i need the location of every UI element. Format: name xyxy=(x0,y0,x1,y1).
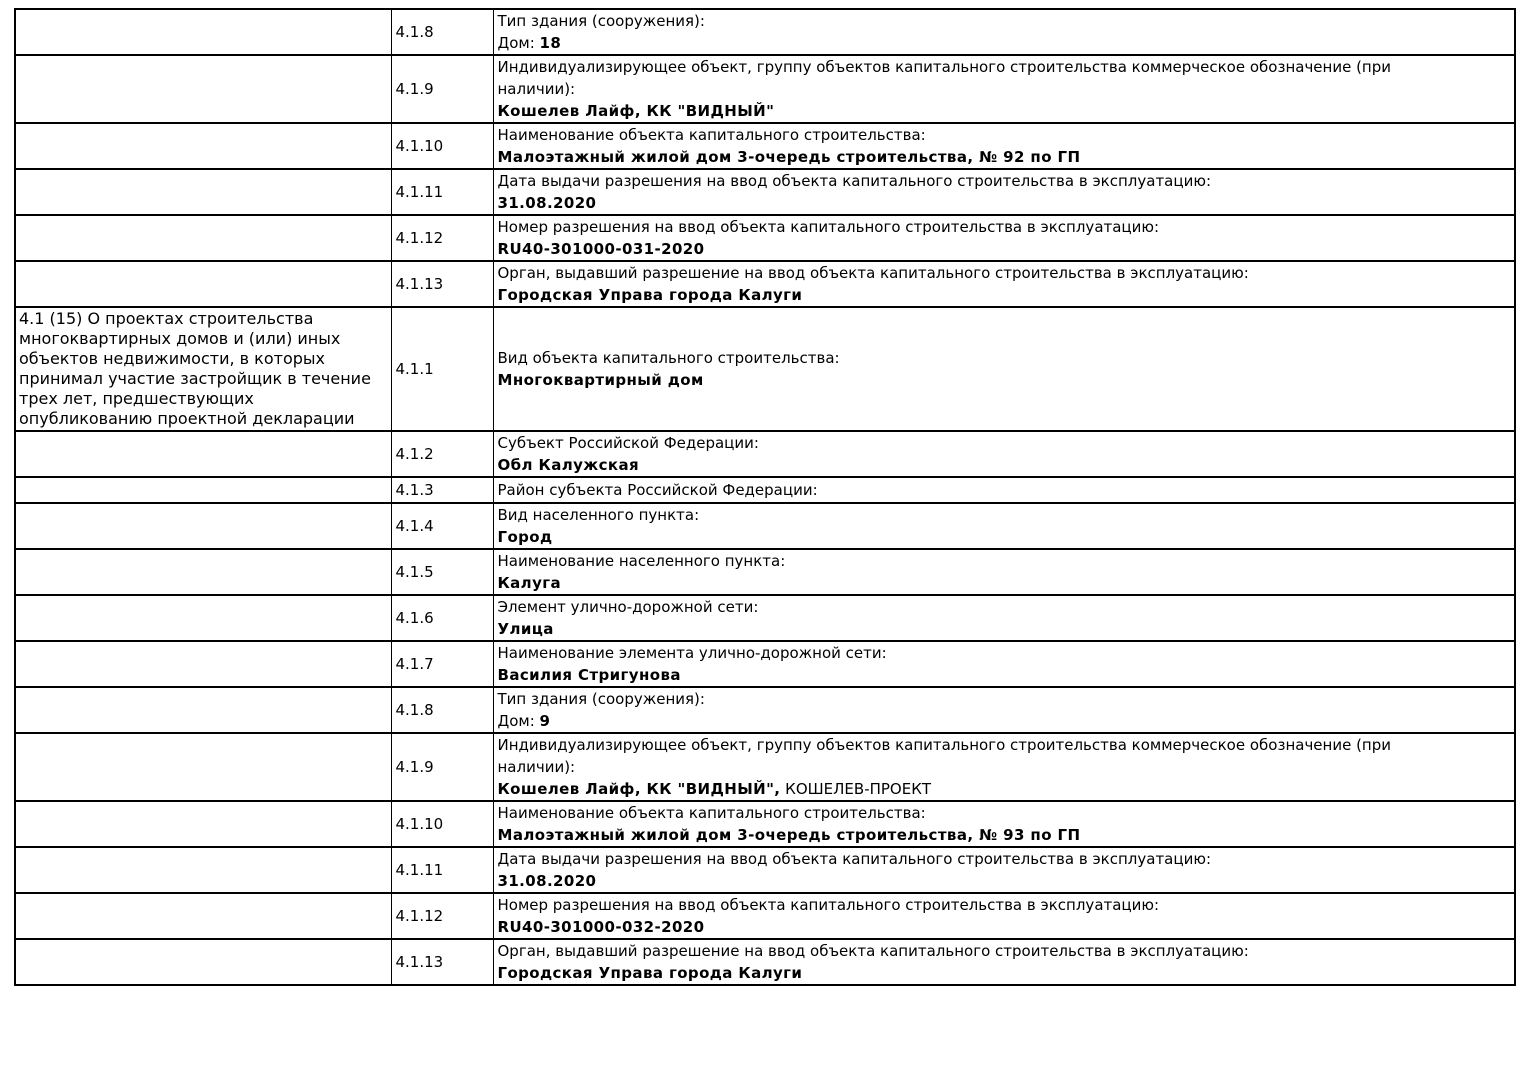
field-label: Тип здания (сооружения): xyxy=(497,12,705,30)
value-bold: 31.08.2020 xyxy=(497,872,597,890)
section-text: 4.1 (15) О проектах строительства многоквартирных домов и (или) иных объектов недвижимости, в которых принимал участие застройщик в течение трех лет, предшествующих опубликованию проектной декларации xyxy=(19,309,371,428)
field-value xyxy=(498,454,1511,476)
value-bold: 18 xyxy=(539,34,562,52)
section-cell xyxy=(15,733,391,801)
code-cell: 4.1.3 xyxy=(391,477,493,503)
code-cell: 4.1.11 xyxy=(391,847,493,893)
section-cell xyxy=(15,123,391,169)
code-cell: 4.1.8 xyxy=(391,9,493,55)
table-row xyxy=(15,503,1515,549)
code-cell: 4.1.8 xyxy=(391,687,493,733)
field-label: Индивидуализирующее объект, группу объектов капитального строительства коммерческое обозначение (при xyxy=(497,58,1392,76)
content-cell xyxy=(493,549,1515,595)
content-cell xyxy=(493,687,1515,733)
field-label: Номер разрешения на ввод объекта капитального строительства в эксплуатацию: xyxy=(497,896,1160,914)
value-bold: Калуга xyxy=(497,574,562,592)
code-cell: 4.1.6 xyxy=(391,595,493,641)
section-cell xyxy=(15,307,391,431)
field-label: Наименование элемента улично-дорожной сети: xyxy=(497,644,887,662)
value-bold: Кошелев Лайф, КК "ВИДНЫЙ" xyxy=(497,102,775,120)
field-value xyxy=(498,146,1511,168)
section-cell xyxy=(15,9,391,55)
content-cell xyxy=(493,801,1515,847)
table-row xyxy=(15,733,1515,801)
value-bold: Улица xyxy=(497,620,554,638)
table-row xyxy=(15,215,1515,261)
content-cell xyxy=(493,733,1515,801)
section-cell xyxy=(15,215,391,261)
code-cell: 4.1.13 xyxy=(391,939,493,985)
section-cell xyxy=(15,939,391,985)
value-bold: Василия Стригунова xyxy=(497,666,681,684)
value-bold: 9 xyxy=(539,712,551,730)
code-cell: 4.1.12 xyxy=(391,893,493,939)
table-row xyxy=(15,939,1515,985)
code-cell: 4.1.4 xyxy=(391,503,493,549)
field-value xyxy=(498,664,1511,686)
code-cell: 4.1.7 xyxy=(391,641,493,687)
section-cell xyxy=(15,55,391,123)
field-value xyxy=(498,238,1511,260)
field-value xyxy=(498,369,1511,391)
value-bold: Городская Управа города Калуги xyxy=(497,286,803,304)
value-bold: Кошелев Лайф, КК "ВИДНЫЙ", xyxy=(497,780,781,798)
field-label: Вид объекта капитального строительства: xyxy=(497,349,840,367)
content-cell xyxy=(493,9,1515,55)
content-cell xyxy=(493,641,1515,687)
section-cell xyxy=(15,431,391,477)
code-cell: 4.1.10 xyxy=(391,801,493,847)
content-cell xyxy=(493,261,1515,307)
field-value xyxy=(498,192,1511,214)
value-bold: 31.08.2020 xyxy=(497,194,597,212)
field-value xyxy=(498,618,1511,640)
code-cell: 4.1.13 xyxy=(391,261,493,307)
table-row xyxy=(15,169,1515,215)
value-suffix: КОШЕЛЕВ-ПРОЕКТ xyxy=(780,780,932,798)
table-row xyxy=(15,9,1515,55)
section-cell xyxy=(15,687,391,733)
field-label: Элемент улично-дорожной сети: xyxy=(497,598,759,616)
field-value xyxy=(498,962,1511,984)
table-row xyxy=(15,261,1515,307)
code-cell: 4.1.1 xyxy=(391,307,493,431)
declaration-table xyxy=(14,8,1516,986)
table-row xyxy=(15,549,1515,595)
field-label: Индивидуализирующее объект, группу объектов капитального строительства коммерческое обозначение (при xyxy=(497,736,1392,754)
content-cell xyxy=(493,169,1515,215)
value-prefix: Дом: xyxy=(497,712,540,730)
field-label: Наименование объекта капитального строительства: xyxy=(497,126,926,144)
value-bold: Городская Управа города Калуги xyxy=(497,964,803,982)
section-cell xyxy=(15,801,391,847)
table-row-section-4-1-15 xyxy=(15,307,1515,431)
field-label-line2: наличии): xyxy=(497,758,576,776)
table-row xyxy=(15,431,1515,477)
field-value xyxy=(498,870,1511,892)
field-label: Район субъекта Российской Федерации: xyxy=(497,481,818,499)
value-bold: Город xyxy=(497,528,553,546)
content-cell xyxy=(493,893,1515,939)
section-cell xyxy=(15,549,391,595)
field-value xyxy=(498,710,1511,732)
content-cell xyxy=(493,123,1515,169)
table-row xyxy=(15,55,1515,123)
field-value xyxy=(498,916,1511,938)
table-row xyxy=(15,801,1515,847)
content-cell xyxy=(493,477,1515,503)
field-label: Наименование населенного пункта: xyxy=(497,552,786,570)
field-label: Тип здания (сооружения): xyxy=(497,690,705,708)
value-bold: Малоэтажный жилой дом 3-очередь строительства, № 92 по ГП xyxy=(497,148,1081,166)
section-cell xyxy=(15,641,391,687)
content-cell xyxy=(493,55,1515,123)
field-label-line2: наличии): xyxy=(497,80,576,98)
table-row xyxy=(15,595,1515,641)
code-cell: 4.1.11 xyxy=(391,169,493,215)
content-cell xyxy=(493,215,1515,261)
section-cell xyxy=(15,847,391,893)
value-bold: Малоэтажный жилой дом 3-очередь строительства, № 93 по ГП xyxy=(497,826,1081,844)
table-row xyxy=(15,641,1515,687)
table-row xyxy=(15,477,1515,503)
field-label: Номер разрешения на ввод объекта капитального строительства в эксплуатацию: xyxy=(497,218,1160,236)
declaration-table-body xyxy=(15,9,1515,985)
field-value xyxy=(498,100,1511,122)
field-value xyxy=(498,32,1511,54)
value-bold: Многоквартирный дом xyxy=(497,371,704,389)
table-row xyxy=(15,123,1515,169)
code-cell: 4.1.10 xyxy=(391,123,493,169)
section-cell xyxy=(15,477,391,503)
section-cell xyxy=(15,893,391,939)
field-label: Орган, выдавший разрешение на ввод объекта капитального строительства в эксплуатацию: xyxy=(497,942,1249,960)
table-row xyxy=(15,893,1515,939)
content-cell xyxy=(493,595,1515,641)
field-label: Наименование объекта капитального строительства: xyxy=(497,804,926,822)
section-cell xyxy=(15,503,391,549)
field-label: Вид населенного пункта: xyxy=(497,506,700,524)
value-prefix: Дом: xyxy=(497,34,540,52)
content-cell xyxy=(493,307,1515,431)
section-cell xyxy=(15,261,391,307)
code-cell: 4.1.2 xyxy=(391,431,493,477)
field-label: Субъект Российской Федерации: xyxy=(497,434,759,452)
code-cell: 4.1.5 xyxy=(391,549,493,595)
field-value xyxy=(498,572,1511,594)
field-label: Дата выдачи разрешения на ввод объекта капитального строительства в эксплуатацию: xyxy=(497,850,1212,868)
value-bold: RU40-301000-031-2020 xyxy=(497,240,705,258)
field-value xyxy=(498,824,1511,846)
field-value xyxy=(498,526,1511,548)
code-cell: 4.1.9 xyxy=(391,55,493,123)
value-bold: Обл Калужская xyxy=(497,456,640,474)
content-cell xyxy=(493,503,1515,549)
code-cell: 4.1.12 xyxy=(391,215,493,261)
field-value xyxy=(498,284,1511,306)
field-value xyxy=(498,778,1511,800)
table-row xyxy=(15,847,1515,893)
section-cell xyxy=(15,595,391,641)
code-cell: 4.1.9 xyxy=(391,733,493,801)
field-label: Орган, выдавший разрешение на ввод объекта капитального строительства в эксплуатацию: xyxy=(497,264,1249,282)
content-cell xyxy=(493,847,1515,893)
section-cell xyxy=(15,169,391,215)
content-cell xyxy=(493,939,1515,985)
table-row xyxy=(15,687,1515,733)
content-cell xyxy=(493,431,1515,477)
field-label: Дата выдачи разрешения на ввод объекта капитального строительства в эксплуатацию: xyxy=(497,172,1212,190)
value-bold: RU40-301000-032-2020 xyxy=(497,918,705,936)
